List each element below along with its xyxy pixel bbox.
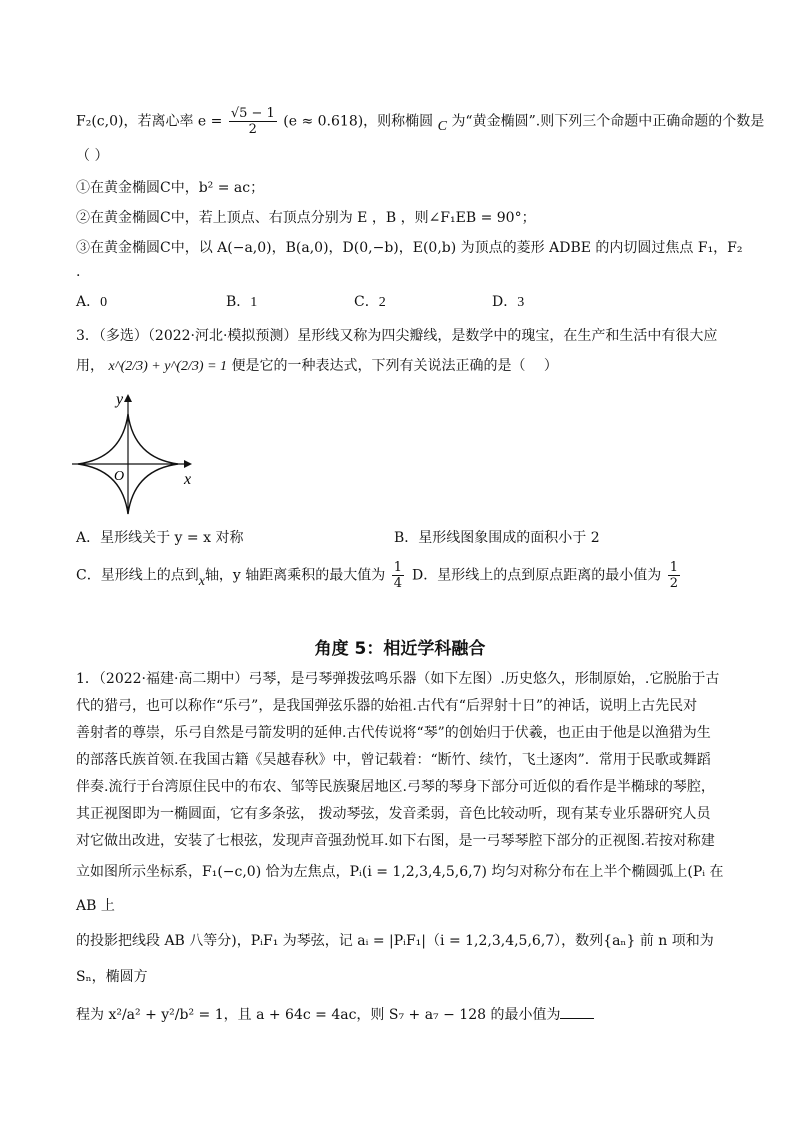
q2-option-c[interactable] (354, 292, 386, 313)
q1-line: 的部落氏族首领.在我国古籍《吴越春秋》中，曾记载着：“断竹、续竹，飞土逐肉”．常用于民歌或舞蹈 (76, 752, 711, 768)
q3-line2-suffix: 便是它的一种表达式，下列有关说法正确的是（ ） (231, 358, 558, 374)
q2-option-a[interactable] (76, 292, 107, 313)
fraction-numerator: 1 (393, 560, 403, 575)
q1-line: 其正视图即为一椭圆面，它有多条弦， 拨动琴弦，发音柔弱，音色比较动听，现有某专业乐器研究人员 (76, 806, 711, 822)
q3-line2-prefix: 用， (76, 358, 104, 374)
option-value: 3 (517, 295, 525, 310)
proposition-3: ③在黄金椭圆C中，以 A(−a,0)，B(a,0)，D(0,−b)，E(0,b) 为顶点的菱形 ADBE 的内切圆过焦点 F₁，F₂ (76, 240, 743, 256)
q3-line2 (76, 356, 558, 377)
option-c-mid: 轴，y 轴距离乘积的最大值为 (204, 567, 386, 584)
q1-line: 立如图所示坐标系，F₁(−c,0) 恰为左焦点，Pᵢ(i = 1,2,3,4,5,6,7) 均匀对称分布在上半个椭圆弧上(Pᵢ 在 AB 上 (76, 864, 724, 914)
q1-line: 伴奏.流行于台湾原住民中的布农、邹等民族聚居地区.弓琴的琴身下部分可近似的看作是半椭球的琴腔， (76, 779, 715, 795)
option-c-prefix: C．星形线上的点到 (76, 567, 199, 584)
proposition-1: ①在黄金椭圆C中，b² = ac； (76, 180, 265, 196)
eccentricity-fraction (229, 106, 277, 137)
astroid-graph (66, 388, 196, 518)
q1-line: 善射者的尊崇，乐弓自然是弓箭发明的延伸.古代传说将“琴”的创始归于伏羲，也正由于他是以渔猎为生 (76, 725, 711, 741)
answer-blank[interactable] (560, 1004, 594, 1019)
x-axis-label: x (184, 471, 192, 488)
option-label: C． (354, 294, 379, 310)
option-value: 2 (378, 295, 386, 310)
q3-option-a[interactable]: A．星形线关于 y = x 对称 (76, 530, 244, 546)
option-c-fraction (392, 560, 404, 591)
q3-option-d[interactable] (412, 560, 682, 591)
q2-line1-suffix: 为“黄金椭圆”.则下列三个命题中正确命题的个数是 (451, 113, 765, 130)
astroid-formula: x^(2/3) + y^(2/3) = 1 (108, 359, 228, 374)
q2-line1-prefix: F₂(c,0)，若离心率 e = (76, 113, 223, 130)
q1-paragraph (76, 666, 726, 1035)
origin-label: O (114, 469, 125, 484)
fraction-denominator: 4 (393, 576, 403, 591)
option-value: 1 (250, 295, 258, 310)
fraction-denominator: 2 (248, 122, 257, 137)
q3-option-c[interactable] (76, 560, 406, 591)
answer-paren: （ ） (76, 148, 109, 164)
option-d-prefix: D．星形线上的点到原点距离的最小值为 (412, 567, 662, 584)
q1-last-line (76, 995, 726, 1035)
q1-line: 的投影把线段 AB 八等分)，PᵢF₁ 为琴弦，记 aᵢ = |PᵢF₁|（i = 1,2,3,4,5,6,7），数列{aₙ} 前 n 项和为 Sₙ，椭圆方 (76, 933, 714, 985)
q2-line1 (76, 106, 764, 137)
option-d-fraction (668, 560, 680, 591)
option-label: A． (76, 294, 101, 310)
proposition-2: ②在黄金椭圆C中，若上顶点、右顶点分别为 E ，B ，则∠F₁EB = 90°； (76, 210, 536, 226)
ellipse-c: C (437, 118, 447, 134)
q2-option-d[interactable] (492, 292, 524, 313)
fraction-numerator: 1 (669, 560, 678, 575)
q1-line: 程为 x²/a² + y²/b² = 1，且 a + 64c = 4ac，则 S₇ + a₇ − 128 的最小值为 (76, 1007, 561, 1023)
q3-line1: 3．（多选）（2022·河北·模拟预测）星形线又称为四尖瓣线，是数学中的瑰宝，在生产和生活中有很大应 (76, 328, 718, 344)
option-label: D． (492, 294, 518, 310)
proposition-3-end: . (76, 264, 81, 280)
q2-line1-mid: (e ≈ 0.618)，则称椭圆 (283, 113, 434, 130)
fraction-numerator: √5 − 1 (230, 106, 275, 121)
x-axis-arrow-icon (184, 460, 192, 468)
q1-line: 对它做出改进，安装了七根弦，发现声音强劲悦耳.如下右图，是一弓琴琴腔下部分的正视图.若按对称建 (76, 833, 715, 849)
y-axis-label: y (116, 391, 124, 408)
option-label: B． (226, 294, 251, 310)
q3-option-b[interactable]: B．星形线图象围成的面积小于 2 (394, 530, 600, 546)
option-c-x: x (198, 573, 205, 589)
q1-line: 1．（2022·福建·高二期中）弓琴，是弓琴弹拨弦鸣乐器（如下左图）.历史悠久，形制原始，.它脱胎于古 (76, 671, 720, 687)
q2-option-b[interactable] (226, 292, 257, 313)
q1-line: 代的猎弓，也可以称作“乐弓”，是我国弹弦乐器的始祖.古代有“后羿射十日”的神话，说明上古先民对 (76, 698, 698, 714)
option-value: 0 (100, 295, 108, 310)
section-title: 角度 5：相近学科融合 (314, 639, 486, 659)
fraction-denominator: 2 (669, 576, 678, 591)
y-axis-arrow-icon (124, 394, 132, 402)
